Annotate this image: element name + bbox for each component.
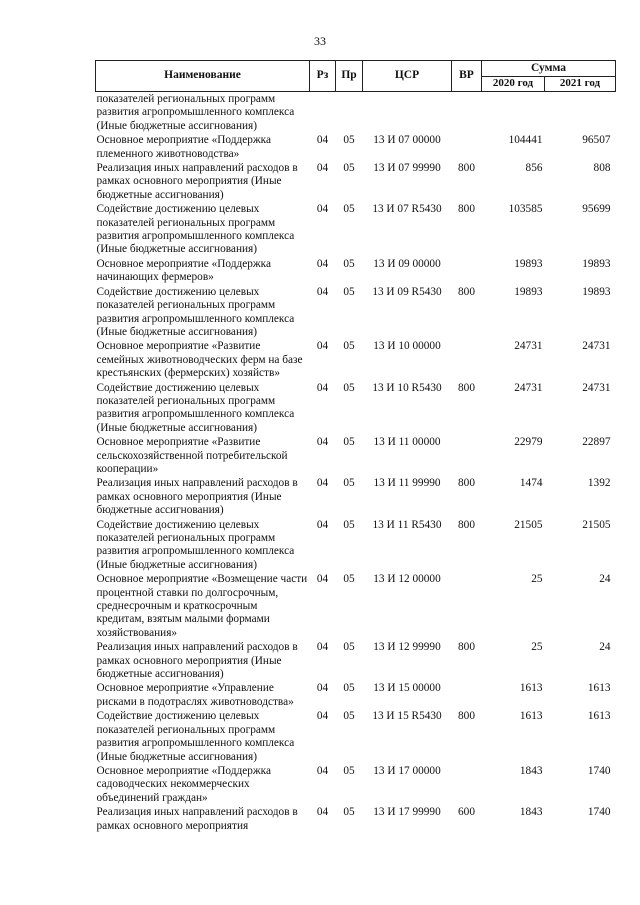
row-vr	[452, 257, 482, 285]
table-row	[96, 381, 616, 436]
budget-table	[95, 60, 616, 833]
table-row	[96, 640, 616, 681]
row-sum-2020: 21505	[514, 518, 543, 531]
row-sum-2021: 22897	[582, 436, 611, 449]
row-pr: 05	[343, 573, 355, 586]
table-row	[96, 257, 616, 285]
row-rz: 04	[316, 477, 329, 490]
row-rz: 04	[316, 436, 329, 449]
table-header	[96, 61, 616, 92]
row-name: Основное мероприятие «Управление рисками в подотраслях животноводства»	[96, 682, 294, 708]
row-pr: 05	[343, 162, 355, 175]
row-name: Реализация иных направлений расходов в рамках основного мероприятия	[96, 806, 298, 832]
row-vr: 800	[458, 641, 475, 654]
row-vr: 800	[458, 162, 475, 175]
row-sum-2020: 1843	[519, 764, 543, 777]
row-name: Реализация иных направлений расходов в рамках основного мероприятия (Иные бюджетные ассигнования)	[96, 641, 298, 681]
header-year-2021: 2021 год	[545, 77, 616, 92]
row-sum-2020: 1613	[519, 710, 543, 723]
row-sum-2021: 96507	[582, 134, 611, 147]
row-vr: 800	[458, 203, 475, 216]
row-vr: 800	[458, 285, 475, 298]
row-name: показателей региональных программ развития агропромышленного комплекса (Иные бюджетные ассигнования)	[96, 93, 295, 132]
row-pr: 05	[343, 641, 355, 654]
row-sum-2021: 21505	[582, 518, 611, 531]
row-sum-2021: 24	[599, 641, 611, 654]
row-name: Содействие достижению целевых показателей региональных программ развития агропромышленного комплекса (Иные бюджетные ассигнования)	[96, 518, 295, 571]
row-vr: 800	[458, 710, 475, 723]
page-number: 33	[314, 34, 326, 48]
row-sum-2020: 24731	[514, 340, 543, 353]
table-row	[96, 435, 616, 476]
row-rz: 04	[316, 573, 329, 586]
row-sum-2020: 104441	[508, 134, 543, 147]
row-rz: 04	[316, 710, 329, 723]
row-vr	[452, 339, 482, 380]
row-csr: 13 И 10 R5430	[372, 381, 442, 394]
row-csr: 13 И 12 99990	[373, 641, 441, 654]
row-sum-2021: 1613	[587, 710, 611, 723]
row-vr: 800	[458, 381, 475, 394]
row-sum-2020: 24731	[514, 381, 543, 394]
table-row	[96, 518, 616, 573]
table-row	[96, 285, 616, 340]
row-csr: 13 И 15 00000	[373, 682, 441, 695]
row-pr: 05	[343, 710, 355, 723]
row-pr: 05	[343, 381, 355, 394]
row-sum-2020: 19893	[514, 257, 543, 270]
row-rz: 04	[316, 203, 329, 216]
row-vr	[452, 133, 482, 161]
row-name: Основное мероприятие «Развитие сельскохозяйственной потребительской кооперации»	[96, 436, 288, 475]
row-pr: 05	[343, 764, 355, 777]
row-vr	[452, 435, 482, 476]
row-pr: 05	[343, 340, 355, 353]
row-vr: 800	[458, 518, 475, 531]
row-rz: 04	[316, 682, 329, 695]
table-row	[96, 681, 616, 709]
row-sum-2020: 1474	[519, 477, 543, 490]
row-rz: 04	[316, 381, 329, 394]
row-sum-2020: 1613	[519, 682, 543, 695]
row-name: Содействие достижению целевых показателей региональных программ развития агропромышленного комплекса (Иные бюджетные ассигнования)	[96, 381, 295, 434]
row-sum-2021	[545, 92, 616, 134]
row-sum-2021: 1392	[587, 477, 611, 490]
row-csr: 13 И 09 00000	[373, 257, 441, 270]
row-pr: 05	[343, 134, 355, 147]
row-csr: 13 И 17 99990	[373, 806, 441, 819]
row-sum-2021: 24731	[582, 381, 611, 394]
row-vr	[452, 92, 482, 134]
row-pr: 05	[343, 477, 355, 490]
row-sum-2021: 24	[599, 573, 611, 586]
row-sum-2021: 19893	[582, 285, 611, 298]
row-rz: 04	[316, 806, 329, 819]
row-pr: 05	[343, 682, 355, 695]
row-sum-2021: 1613	[587, 682, 611, 695]
table-row	[96, 133, 616, 161]
table-row	[96, 572, 616, 640]
row-sum-2020: 856	[525, 162, 543, 175]
row-rz: 04	[316, 764, 329, 777]
header-year-2020: 2020 год	[482, 77, 545, 92]
row-pr: 05	[343, 203, 355, 216]
row-sum-2020: 25	[531, 641, 543, 654]
header-sum: Сумма	[482, 61, 616, 77]
row-name: Основное мероприятие «Возмещение части процентной ставки по долгосрочным, среднесрочным и краткосрочным кредитам, взятым малыми формами хозяйствования»	[96, 573, 308, 639]
row-pr: 05	[343, 257, 355, 270]
row-csr: 13 И 11 00000	[373, 436, 441, 449]
row-name: Содействие достижению целевых показателей региональных программ развития агропромышленного комплекса (Иные бюджетные ассигнования)	[96, 203, 295, 256]
row-csr: 13 И 10 00000	[373, 340, 441, 353]
row-csr: 13 И 12 00000	[373, 573, 441, 586]
table-row	[96, 764, 616, 805]
table-row	[96, 709, 616, 764]
row-sum-2020: 1843	[519, 806, 543, 819]
row-name: Основное мероприятие «Поддержка племенного животноводства»	[96, 134, 272, 160]
row-rz	[310, 92, 336, 134]
row-csr	[363, 92, 452, 134]
row-sum-2021: 24731	[582, 340, 611, 353]
row-sum-2020	[482, 92, 545, 134]
row-csr: 13 И 11 R5430	[372, 518, 442, 531]
header-name: Наименование	[96, 61, 310, 92]
row-pr: 05	[343, 436, 355, 449]
table-row	[96, 161, 616, 202]
row-csr: 13 И 15 R5430	[372, 710, 442, 723]
row-vr	[452, 681, 482, 709]
row-csr: 13 И 09 R5430	[372, 285, 442, 298]
row-name: Основное мероприятие «Поддержка начинающих фермеров»	[96, 257, 272, 284]
row-rz: 04	[316, 285, 329, 298]
row-sum-2021: 1740	[587, 806, 611, 819]
row-sum-2020: 19893	[514, 285, 543, 298]
row-name: Содействие достижению целевых показателей региональных программ развития агропромышленного комплекса (Иные бюджетные ассигнования)	[96, 710, 295, 763]
header-csr: ЦСР	[363, 61, 452, 92]
row-vr	[452, 572, 482, 640]
row-name: Реализация иных направлений расходов в рамках основного мероприятия (Иные бюджетные ассигнования)	[96, 477, 298, 517]
row-vr: 600	[458, 806, 475, 819]
table-row	[96, 202, 616, 257]
row-sum-2021: 808	[593, 162, 611, 175]
row-rz: 04	[316, 518, 329, 531]
table-row	[96, 805, 616, 833]
row-name: Содействие достижению целевых показателей региональных программ развития агропромышленного комплекса (Иные бюджетные ассигнования)	[96, 285, 295, 338]
row-pr: 05	[343, 518, 355, 531]
row-pr	[336, 92, 363, 134]
row-sum-2021: 1740	[587, 764, 611, 777]
row-sum-2020: 25	[531, 573, 543, 586]
row-rz: 04	[316, 340, 329, 353]
table-body	[96, 92, 616, 833]
table-row	[96, 92, 616, 134]
table-row	[96, 476, 616, 517]
row-csr: 13 И 07 00000	[373, 134, 441, 147]
row-sum-2021: 19893	[582, 257, 611, 270]
row-rz: 04	[316, 257, 329, 270]
header-vr: ВР	[452, 61, 482, 92]
row-sum-2020: 22979	[514, 436, 543, 449]
row-name: Основное мероприятие «Поддержка садоводческих некоммерческих объединений граждан»	[96, 764, 272, 804]
row-rz: 04	[316, 162, 329, 175]
header-pr: Пр	[336, 61, 363, 92]
row-csr: 13 И 07 R5430	[372, 203, 442, 216]
header-rz: Рз	[310, 61, 336, 92]
row-name: Реализация иных направлений расходов в рамках основного мероприятия (Иные бюджетные ассигнования)	[96, 162, 298, 201]
row-csr: 13 И 07 99990	[373, 162, 441, 175]
row-csr: 13 И 11 99990	[373, 477, 441, 490]
row-sum-2021: 95699	[582, 203, 611, 216]
row-pr: 05	[343, 285, 355, 298]
row-csr: 13 И 17 00000	[373, 764, 441, 777]
row-pr: 05	[343, 806, 355, 819]
table-row	[96, 339, 616, 380]
row-rz: 04	[316, 134, 329, 147]
row-vr	[452, 764, 482, 805]
row-sum-2020: 103585	[508, 203, 543, 216]
row-vr: 800	[458, 477, 475, 490]
row-name: Основное мероприятие «Развитие семейных животноводческих ферм на базе крестьянских (фермерских) хозяйств»	[96, 340, 303, 380]
row-rz: 04	[316, 641, 329, 654]
